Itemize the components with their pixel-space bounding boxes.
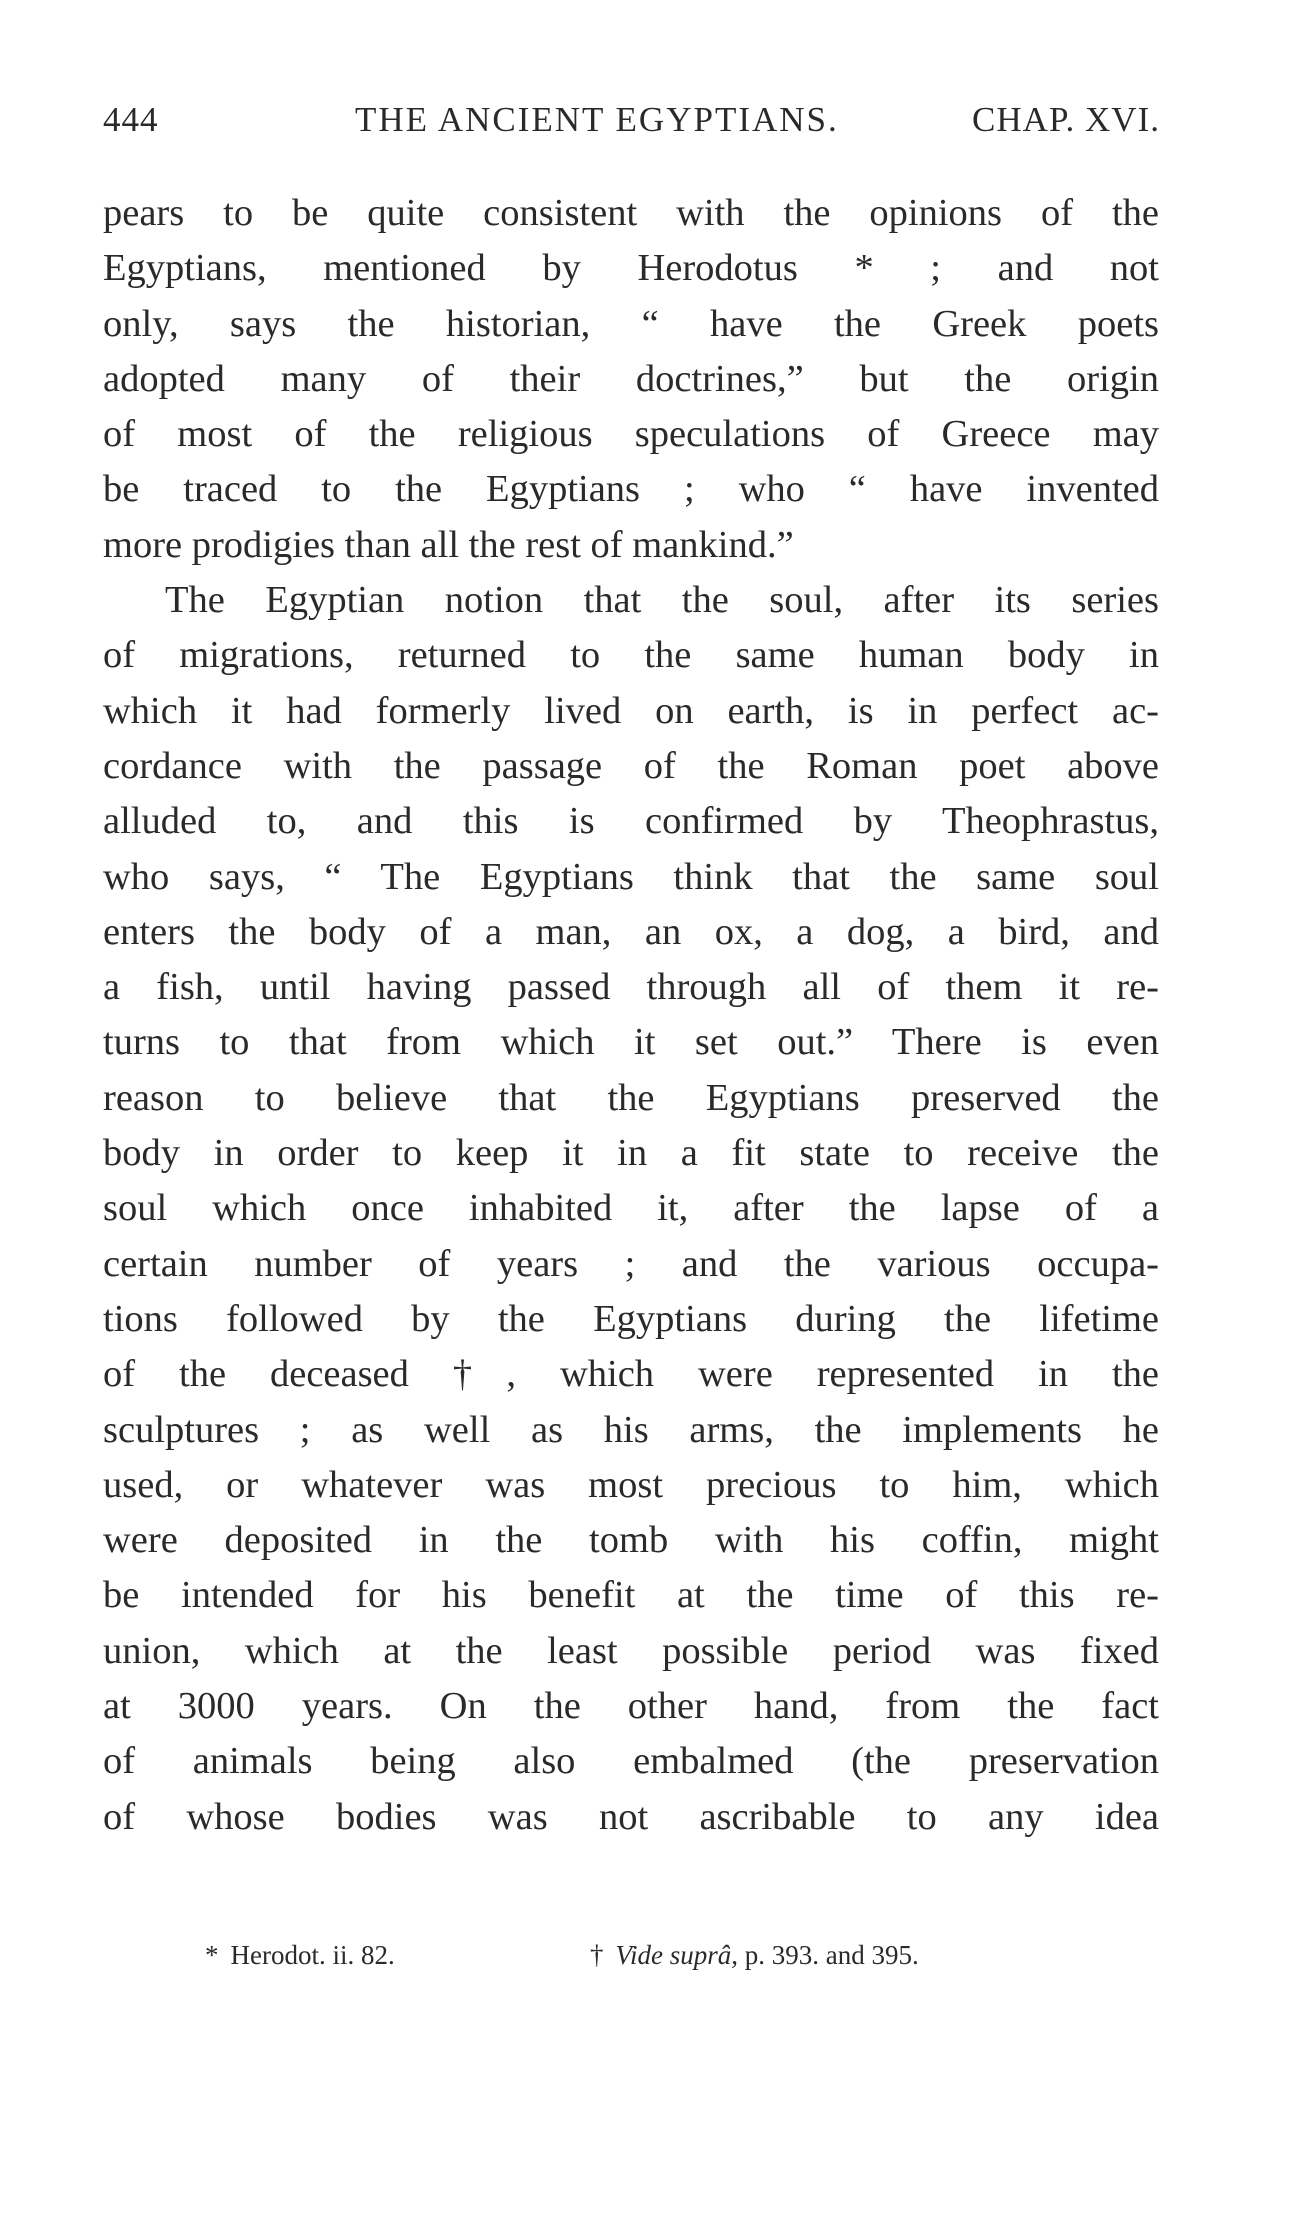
text-line: cordance with the passage of the Roman poet above [103,744,1159,787]
text-line: of most of the religious speculations of Greece may [103,413,1159,456]
text-line: certain number of years ; and the various occupa- [103,1242,1159,1285]
running-header [103,100,1160,150]
text-line: were deposited in the tomb with his coffin, might [103,1519,1159,1562]
footnotes [205,1940,1065,1980]
text-line: be traced to the Egyptians ; who “ have invented [103,468,1159,511]
text-line: only, says the historian, “ have the Greek poets [103,302,1159,345]
text-line: used, or whatever was most precious to him, which [103,1463,1159,1506]
text-line: Egyptians, mentioned by Herodotus * ; and not [103,247,1159,290]
text-line: adopted many of their doctrines,” but the origin [103,357,1159,400]
text-line: of the deceased †, which were represented in the [103,1353,1159,1396]
text-line: of animals being also embalmed (the preservation [103,1740,1159,1783]
footnote-text: p. 393. and 395. [744,1940,919,1970]
running-title: THE ANCIENT EGYPTIANS. [355,100,839,139]
footnote-vide-supra [590,1940,919,1971]
text-line: at 3000 years. On the other hand, from the fact [103,1685,1159,1728]
text-line: soul which once inhabited it, after the lapse of a [103,1187,1159,1230]
footnote-italic-text: Vide suprâ, [615,1940,738,1970]
text-line: of migrations, returned to the same human body in [103,634,1159,677]
text-line: tions followed by the Egyptians during the lifetime [103,1297,1159,1340]
text-line: who says, “ The Egyptians think that the same soul [103,855,1159,898]
footnote-dagger-mark: † [590,1940,604,1970]
text-line: of whose bodies was not ascribable to any idea [103,1795,1159,1838]
footnote-text: Herodot. ii. 82. [230,1940,395,1970]
text-line: more prodigies than all the rest of mankind.” [103,523,794,566]
text-line: enters the body of a man, an ox, a dog, a bird, and [103,910,1159,953]
chapter-label: CHAP. XVI. [972,100,1160,139]
text-line: sculptures ; as well as his arms, the implements he [103,1408,1159,1451]
body-text [103,186,1159,1845]
text-line: reason to believe that the Egyptians preserved the [103,1076,1159,1119]
text-line: a fish, until having passed through all of them it re- [103,966,1159,1009]
text-line: The Egyptian notion that the soul, after its series [165,579,1159,622]
text-line: turns to that from which it set out.” There is even [103,1021,1159,1064]
text-line: be intended for his benefit at the time of this re- [103,1574,1159,1617]
text-line: union, which at the least possible period was fixed [103,1629,1159,1672]
text-line: alluded to, and this is confirmed by Theophrastus, [103,800,1159,843]
text-line: which it had formerly lived on earth, is in perfect ac- [103,689,1159,732]
page-number: 444 [103,100,159,139]
footnote-herodotus [205,1940,395,1971]
footnote-asterisk-mark: * [205,1940,219,1970]
text-line: body in order to keep it in a fit state to receive the [103,1132,1159,1175]
text-line: pears to be quite consistent with the opinions of the [103,192,1159,234]
